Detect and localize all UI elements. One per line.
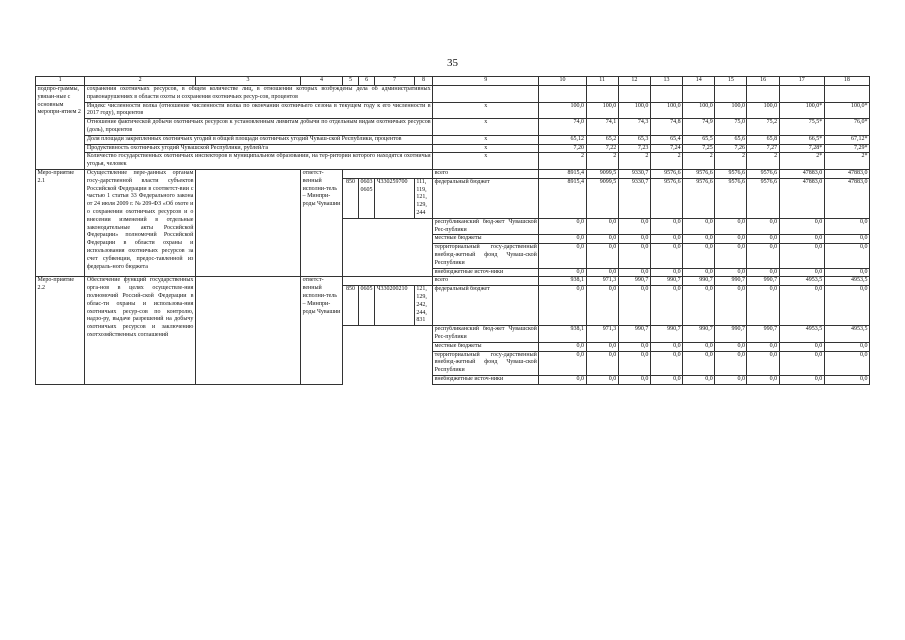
funding-value: 0,0 <box>683 351 715 375</box>
indicator-unit: х <box>433 144 539 153</box>
funding-value: 0,0 <box>683 268 715 277</box>
funding-value: 990,7 <box>618 326 650 343</box>
indicator-value: 7,28* <box>779 144 824 153</box>
indicator-unit <box>433 86 539 103</box>
indicator-value: 66,5* <box>779 135 824 144</box>
funding-value: 990,7 <box>683 277 715 286</box>
subprogram-label: подпро-граммы, увязан-ные с основным меропри-ятием 2 <box>36 86 85 170</box>
funding-value: 0,0 <box>779 375 824 384</box>
funding-value: 0,0 <box>715 218 747 235</box>
indicator-unit: х <box>433 135 539 144</box>
funding-value: 9099,5 <box>586 178 618 218</box>
funding-value: 0,0 <box>650 244 682 268</box>
funding-value: 0,0 <box>586 218 618 235</box>
funding-value: 0,0 <box>715 235 747 244</box>
empty-cell <box>342 244 432 268</box>
indicator-value: 76,0* <box>824 119 869 136</box>
indicator-value <box>824 86 869 103</box>
indicator-value <box>539 86 586 103</box>
funding-value: 990,7 <box>650 326 682 343</box>
funding-value: 9330,7 <box>618 178 650 218</box>
indicator-row <box>36 135 870 144</box>
funding-value: 0,0 <box>779 235 824 244</box>
funding-value: 0,0 <box>650 218 682 235</box>
indicator-value: 2 <box>747 153 779 170</box>
funding-source: внебюджетные источ-ники <box>433 268 539 277</box>
column-number-header: 4 <box>301 77 343 86</box>
indicator-value: 100,0* <box>779 102 824 119</box>
indicator-value: 7,27 <box>747 144 779 153</box>
funding-value: 0,0 <box>824 375 869 384</box>
funding-value: 0,0 <box>715 351 747 375</box>
indicator-row <box>36 153 870 170</box>
column-number-header: 16 <box>747 77 779 86</box>
measure-row <box>36 169 870 178</box>
code-grbs: 850 <box>342 286 358 326</box>
indicator-value: 100,0* <box>824 102 869 119</box>
funding-value: 971,3 <box>586 326 618 343</box>
responsible-executor: ответст-венный исполни-тель – Минпри-роды Чувашии <box>301 169 343 276</box>
indicator-value <box>779 86 824 103</box>
code-rzpr: 0605 <box>359 286 375 326</box>
indicator-value: 100,0 <box>586 102 618 119</box>
indicator-value: 100,0 <box>683 102 715 119</box>
funding-source: территориальный госу-дарственный внебюд-жетный фонд Чуваш-ской Республики <box>433 244 539 268</box>
funding-source: республиканский бюд-жет Чувашской Рес-публики <box>433 218 539 235</box>
indicator-name: Количество государственных охотничьих инспекторов в муниципальном образовании, на тер-ритории которого находятся охотничьи угодья, человек <box>85 153 433 170</box>
funding-value: 0,0 <box>539 351 586 375</box>
funding-value: 0,0 <box>539 235 586 244</box>
indicator-name: Доля площади закрепленных охотничьих угодий в общей площади охотничьих угодий Чуваш-ской Республики, процентов <box>85 135 433 144</box>
column-number-header: 11 <box>586 77 618 86</box>
funding-value: 0,0 <box>779 342 824 351</box>
code-vr: 111, 119, 121, 129, 244 <box>414 178 432 218</box>
funding-value: 0,0 <box>683 375 715 384</box>
empty-cell <box>195 277 300 384</box>
empty-cell <box>342 351 432 375</box>
indicator-value: 7,20 <box>539 144 586 153</box>
funding-value: 0,0 <box>747 375 779 384</box>
indicator-name: Отношение фактической добычи охотничьих ресурсов к установленным лимитам добычи по отдельным видам охотничьих ресурсов (доль), процентов <box>85 119 433 136</box>
empty-cell <box>342 169 432 178</box>
empty-cell <box>342 218 432 235</box>
indicator-value: 74,9 <box>683 119 715 136</box>
indicator-row <box>36 86 870 103</box>
indicator-value: 2 <box>539 153 586 170</box>
indicator-value: 2 <box>683 153 715 170</box>
indicator-value: 100,0 <box>650 102 682 119</box>
indicator-value: 67,12* <box>824 135 869 144</box>
funding-value: 0,0 <box>824 235 869 244</box>
empty-cell <box>342 342 432 351</box>
funding-value: 0,0 <box>824 342 869 351</box>
responsible-executor: ответст-венный исполни-тель – Минпри-роды Чувашии <box>301 277 343 384</box>
indicator-value: 65,2 <box>586 135 618 144</box>
indicator-value: 100,0 <box>539 102 586 119</box>
code-vr: 121, 129, 242, 244, 831 <box>414 286 432 326</box>
funding-value: 0,0 <box>747 218 779 235</box>
code-csr: Ч330259700 <box>375 178 415 218</box>
funding-value: 0,0 <box>539 342 586 351</box>
indicator-value: 74,0 <box>539 119 586 136</box>
indicator-value: 75,0 <box>715 119 747 136</box>
funding-value: 0,0 <box>824 351 869 375</box>
funding-value: 4953,5 <box>824 277 869 286</box>
indicator-value: 7,22 <box>586 144 618 153</box>
funding-value: 8915,4 <box>539 169 586 178</box>
funding-value: 0,0 <box>539 218 586 235</box>
funding-value: 0,0 <box>539 286 586 326</box>
funding-value: 0,0 <box>618 235 650 244</box>
funding-source: всего <box>433 169 539 178</box>
funding-value: 990,7 <box>715 277 747 286</box>
funding-value: 0,0 <box>618 375 650 384</box>
code-csr: Ч330200210 <box>375 286 415 326</box>
funding-value: 0,0 <box>683 235 715 244</box>
column-number-header: 13 <box>650 77 682 86</box>
funding-value: 0,0 <box>539 268 586 277</box>
funding-value: 938,1 <box>539 326 586 343</box>
measure-label: Меро-приятие 2.2 <box>36 277 85 384</box>
indicator-value: 2 <box>650 153 682 170</box>
indicator-value: 74,3 <box>618 119 650 136</box>
indicator-name: Индекс численности волка (отношение численности волка по окончании охотничьего сезона в текущем году к его численности в 2017 году), процентов <box>85 102 433 119</box>
indicator-value <box>650 86 682 103</box>
header-row <box>36 77 870 86</box>
funding-value: 0,0 <box>715 286 747 326</box>
column-number-header: 3 <box>195 77 300 86</box>
column-number-header: 7 <box>375 77 415 86</box>
empty-cell <box>342 326 432 343</box>
indicator-value: 75,5* <box>779 119 824 136</box>
funding-value: 0,0 <box>650 351 682 375</box>
funding-value: 4953,5 <box>779 277 824 286</box>
indicator-value: 100,0 <box>747 102 779 119</box>
funding-value: 0,0 <box>715 375 747 384</box>
funding-value: 0,0 <box>683 244 715 268</box>
code-rzpr: 0603 0605 <box>359 178 375 218</box>
indicator-value: 2* <box>824 153 869 170</box>
funding-source: республиканский бюд-жет Чувашской Рес-публики <box>433 326 539 343</box>
funding-value: 47883,0 <box>824 178 869 218</box>
funding-value: 9576,6 <box>747 178 779 218</box>
funding-value: 9576,6 <box>747 169 779 178</box>
funding-value: 990,7 <box>747 326 779 343</box>
code-grbs: 850 <box>342 178 358 218</box>
funding-value: 990,7 <box>618 277 650 286</box>
funding-value: 0,0 <box>824 218 869 235</box>
funding-value: 0,0 <box>539 244 586 268</box>
empty-cell <box>342 375 432 384</box>
funding-value: 0,0 <box>586 235 618 244</box>
measure-row <box>36 277 870 286</box>
indicator-value: 75,2 <box>747 119 779 136</box>
indicator-value: 7,29* <box>824 144 869 153</box>
indicator-value: 65,8 <box>747 135 779 144</box>
indicator-name: Продуктивность охотничьих угодий Чувашской Республики, рублей/га <box>85 144 433 153</box>
column-number-header: 18 <box>824 77 869 86</box>
indicator-value <box>715 86 747 103</box>
indicator-value: 100,0 <box>618 102 650 119</box>
indicator-value <box>618 86 650 103</box>
funding-value: 9576,6 <box>683 169 715 178</box>
indicator-value: 65,5 <box>683 135 715 144</box>
funding-source: местные бюджеты <box>433 235 539 244</box>
column-number-header: 12 <box>618 77 650 86</box>
measure-description: Обеспечение функций государственных орга-нов в целях осуществле-ния полномочий Россий-ской Федерации в облас-ти охраны и использова-ния охотничьих ресур-сов по контролю, надзо-ру, выдаче разрешений на добычу охотничьих ресурсов и заключению охотхозяйственных соглашений <box>85 277 196 384</box>
empty-cell <box>342 277 432 286</box>
funding-value: 0,0 <box>779 244 824 268</box>
funding-source: всего <box>433 277 539 286</box>
funding-value: 0,0 <box>586 351 618 375</box>
funding-value: 9576,6 <box>650 178 682 218</box>
column-number-header: 1 <box>36 77 85 86</box>
indicator-value <box>747 86 779 103</box>
indicator-unit: х <box>433 119 539 136</box>
funding-value: 0,0 <box>618 351 650 375</box>
funding-value: 0,0 <box>715 244 747 268</box>
funding-value: 0,0 <box>715 268 747 277</box>
funding-value: 9576,6 <box>683 178 715 218</box>
indicator-value: 7,24 <box>650 144 682 153</box>
funding-value: 990,7 <box>747 277 779 286</box>
funding-value: 0,0 <box>586 286 618 326</box>
measure-label: Меро-приятие 2.1 <box>36 169 85 276</box>
funding-value: 4953,5 <box>824 326 869 343</box>
funding-value: 0,0 <box>747 235 779 244</box>
column-number-header: 8 <box>414 77 432 86</box>
funding-value: 0,0 <box>779 351 824 375</box>
funding-value: 9576,6 <box>715 178 747 218</box>
funding-value: 0,0 <box>618 342 650 351</box>
column-number-header: 10 <box>539 77 586 86</box>
funding-value: 0,0 <box>650 235 682 244</box>
indicator-value: 65,3 <box>618 135 650 144</box>
indicator-unit: х <box>433 153 539 170</box>
indicator-value: 2 <box>715 153 747 170</box>
indicator-value: 65,6 <box>715 135 747 144</box>
funding-value: 971,3 <box>586 277 618 286</box>
funding-source: внебюджетные источ-ники <box>433 375 539 384</box>
funding-value: 0,0 <box>618 268 650 277</box>
funding-value: 0,0 <box>586 375 618 384</box>
indicator-value: 7,23 <box>618 144 650 153</box>
indicator-value: 100,0 <box>715 102 747 119</box>
funding-value: 0,0 <box>618 244 650 268</box>
funding-value: 0,0 <box>747 351 779 375</box>
measure-description: Осуществление пере-данных органам госу-дарственной власти субъектов Российской Федерации в соответст-вии с частью 1 статьи 33 Федерального закона от 24 июля 2009 г. № 209-ФЗ «Об охоте и о сохранении охотничьих ресурсов и о внесении изменений в отдельные законодательные акты Российской Федерации» полномочий Российской Федерации в области охраны и использования охотничьих ресурсов за счет субвенции, предос-тавленной из федераль-ного бюджета <box>85 169 196 276</box>
funding-value: 0,0 <box>618 286 650 326</box>
funding-source: федеральный бюджет <box>433 178 539 218</box>
funding-value: 0,0 <box>586 268 618 277</box>
indicator-name: сохранения охотничьих ресурсов, в общем количестве лиц, в отношении которых возбуждены дела об административных правонарушениях в области охоты и сохранения охотничьих ресур-сов, процентов <box>85 86 433 103</box>
column-number-header: 17 <box>779 77 824 86</box>
funding-value: 0,0 <box>779 286 824 326</box>
funding-value: 0,0 <box>824 268 869 277</box>
funding-value: 9099,5 <box>586 169 618 178</box>
funding-value: 0,0 <box>586 342 618 351</box>
column-number-header: 9 <box>433 77 539 86</box>
empty-cell <box>342 268 432 277</box>
funding-value: 47883,0 <box>779 178 824 218</box>
funding-value: 0,0 <box>586 244 618 268</box>
indicator-value: 65,12 <box>539 135 586 144</box>
indicator-row <box>36 119 870 136</box>
indicator-value <box>586 86 618 103</box>
funding-value: 990,7 <box>715 326 747 343</box>
funding-value: 0,0 <box>747 342 779 351</box>
funding-value: 8915,4 <box>539 178 586 218</box>
funding-value: 0,0 <box>824 244 869 268</box>
funding-value: 0,0 <box>683 342 715 351</box>
funding-value: 4953,5 <box>779 326 824 343</box>
funding-value: 938,1 <box>539 277 586 286</box>
funding-value: 9576,6 <box>650 169 682 178</box>
indicator-unit: х <box>433 102 539 119</box>
empty-cell <box>195 169 300 276</box>
funding-value: 0,0 <box>650 286 682 326</box>
column-number-header: 15 <box>715 77 747 86</box>
funding-value: 9330,7 <box>618 169 650 178</box>
funding-value: 0,0 <box>824 286 869 326</box>
funding-value: 0,0 <box>683 218 715 235</box>
funding-source: местные бюджеты <box>433 342 539 351</box>
funding-value: 0,0 <box>618 218 650 235</box>
funding-value: 0,0 <box>650 375 682 384</box>
empty-cell <box>342 235 432 244</box>
indicator-value: 2 <box>586 153 618 170</box>
funding-value: 0,0 <box>747 244 779 268</box>
funding-value: 9576,6 <box>715 169 747 178</box>
page-number: 35 <box>447 57 458 69</box>
funding-source: территориальный госу-дарственный внебюд-жетный фонд Чуваш-ской Республики <box>433 351 539 375</box>
funding-value: 990,7 <box>650 277 682 286</box>
indicator-value: 74,8 <box>650 119 682 136</box>
indicator-value: 65,4 <box>650 135 682 144</box>
funding-value: 0,0 <box>747 286 779 326</box>
funding-value: 0,0 <box>650 342 682 351</box>
program-table <box>35 76 870 385</box>
indicator-value: 7,26 <box>715 144 747 153</box>
funding-source: федеральный бюджет <box>433 286 539 326</box>
column-number-header: 6 <box>359 77 375 86</box>
indicator-value: 2 <box>618 153 650 170</box>
funding-value: 0,0 <box>539 375 586 384</box>
indicator-value: 7,25 <box>683 144 715 153</box>
column-number-header: 14 <box>683 77 715 86</box>
funding-value: 0,0 <box>650 268 682 277</box>
column-number-header: 5 <box>342 77 358 86</box>
funding-value: 990,7 <box>683 326 715 343</box>
funding-value: 0,0 <box>747 268 779 277</box>
funding-value: 0,0 <box>683 286 715 326</box>
funding-value: 0,0 <box>779 218 824 235</box>
funding-value: 0,0 <box>779 268 824 277</box>
indicator-value: 74,1 <box>586 119 618 136</box>
column-number-header: 2 <box>85 77 196 86</box>
indicator-row <box>36 144 870 153</box>
funding-value: 47883,0 <box>824 169 869 178</box>
indicator-value <box>683 86 715 103</box>
funding-value: 47883,0 <box>779 169 824 178</box>
funding-value: 0,0 <box>715 342 747 351</box>
indicator-row <box>36 102 870 119</box>
indicator-value: 2* <box>779 153 824 170</box>
